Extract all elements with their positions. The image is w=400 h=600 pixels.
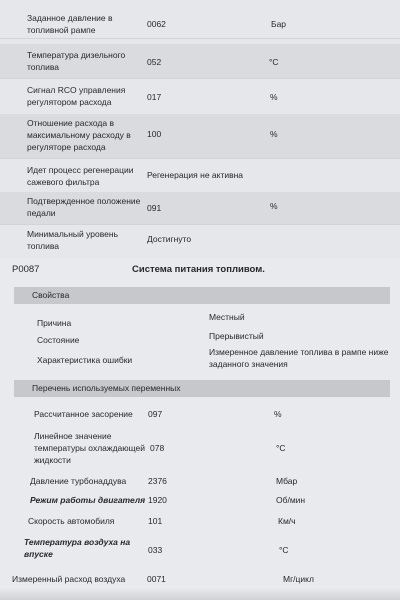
variable-label: Линейное значение температуры охлаждающей жидкости bbox=[34, 431, 145, 465]
variable-unit: Мбар bbox=[276, 476, 298, 486]
param-label: Отношение расхода в максимальному расходу в регуляторе расхода bbox=[27, 118, 131, 152]
variable-value: 101 bbox=[148, 516, 163, 526]
param-label: Идет процесс регенерации сажевого фильтра bbox=[27, 165, 134, 187]
variables-header bbox=[14, 380, 390, 397]
param-row bbox=[0, 44, 400, 79]
param-row bbox=[0, 192, 400, 225]
param-row bbox=[0, 160, 400, 193]
property-label: Характеристика ошибки bbox=[37, 355, 133, 365]
variable-unit: Мг/цикл bbox=[283, 574, 314, 584]
property-value: Прерывистый bbox=[209, 331, 264, 341]
property-label: Причина bbox=[37, 318, 72, 328]
variable-value: 078 bbox=[150, 443, 165, 453]
variable-label: Скорость автомобиля bbox=[28, 516, 115, 526]
variable-value: 097 bbox=[148, 409, 163, 419]
variable-row bbox=[0, 515, 400, 535]
variable-label: Измеренный расход воздуха bbox=[12, 574, 126, 584]
variable-unit: % bbox=[274, 409, 282, 419]
variable-label: Рассчитанное засорение bbox=[34, 409, 133, 419]
param-value: Достигнуто bbox=[147, 234, 192, 244]
property-row bbox=[0, 346, 400, 376]
variable-label: Температура воздуха на впуске bbox=[24, 537, 131, 559]
properties-header-label: Свойства bbox=[32, 290, 70, 300]
variable-unit: °C bbox=[276, 443, 286, 453]
param-value: Регенерация не активна bbox=[147, 170, 244, 180]
variable-value: 033 bbox=[148, 545, 163, 555]
param-label: Подтвержденное положение педали bbox=[27, 196, 141, 218]
param-row bbox=[0, 80, 400, 115]
variables-header-label: Перечень используемых переменных bbox=[32, 383, 181, 393]
variable-row bbox=[0, 494, 400, 514]
property-label: Состояние bbox=[37, 335, 80, 345]
fault-code-line bbox=[0, 264, 400, 280]
param-label: Минимальный уровень топлива bbox=[27, 229, 119, 251]
variable-unit: °C bbox=[279, 545, 289, 555]
param-value: 100 bbox=[147, 129, 162, 139]
property-value: Измеренное давление топлива в рампе ниже заданного значения bbox=[209, 347, 389, 369]
variable-value: 0071 bbox=[147, 574, 166, 584]
param-row bbox=[0, 8, 400, 39]
param-value: 0062 bbox=[147, 19, 166, 29]
properties-header bbox=[14, 287, 390, 304]
param-unit: °C bbox=[269, 57, 279, 67]
param-row bbox=[0, 114, 400, 159]
variable-label: Режим работы двигателя bbox=[30, 495, 146, 505]
fault-code: P0087 bbox=[12, 264, 40, 275]
variable-row bbox=[0, 573, 400, 589]
variable-row bbox=[0, 536, 400, 566]
param-label: Сигнал RCO управления регулятором расхода bbox=[27, 85, 126, 107]
variable-row bbox=[0, 430, 400, 468]
variable-row bbox=[0, 408, 400, 428]
variable-unit: Км/ч bbox=[278, 516, 296, 526]
param-value: 017 bbox=[147, 92, 162, 102]
bottom-shadow bbox=[0, 588, 400, 600]
param-value: 052 bbox=[147, 57, 162, 67]
variable-value: 2376 bbox=[148, 476, 167, 486]
param-label: Температура дизельного топлива bbox=[27, 50, 126, 72]
param-label: Заданное давление в топливной рампе bbox=[27, 13, 113, 35]
param-value: 091 bbox=[147, 203, 162, 213]
fault-title: Система питания топливом. bbox=[132, 264, 265, 275]
param-unit: Бар bbox=[271, 19, 287, 29]
variable-row bbox=[0, 475, 400, 495]
param-unit: % bbox=[270, 129, 278, 139]
variable-label: Давление турбонаддува bbox=[30, 476, 127, 486]
param-unit: % bbox=[270, 92, 278, 102]
param-row bbox=[0, 224, 400, 256]
param-unit: % bbox=[270, 201, 278, 211]
variable-value: 1920 bbox=[148, 495, 167, 505]
property-value: Местный bbox=[209, 312, 245, 322]
variable-unit: Об/мин bbox=[276, 495, 306, 505]
parameters-sheet bbox=[0, 0, 400, 258]
